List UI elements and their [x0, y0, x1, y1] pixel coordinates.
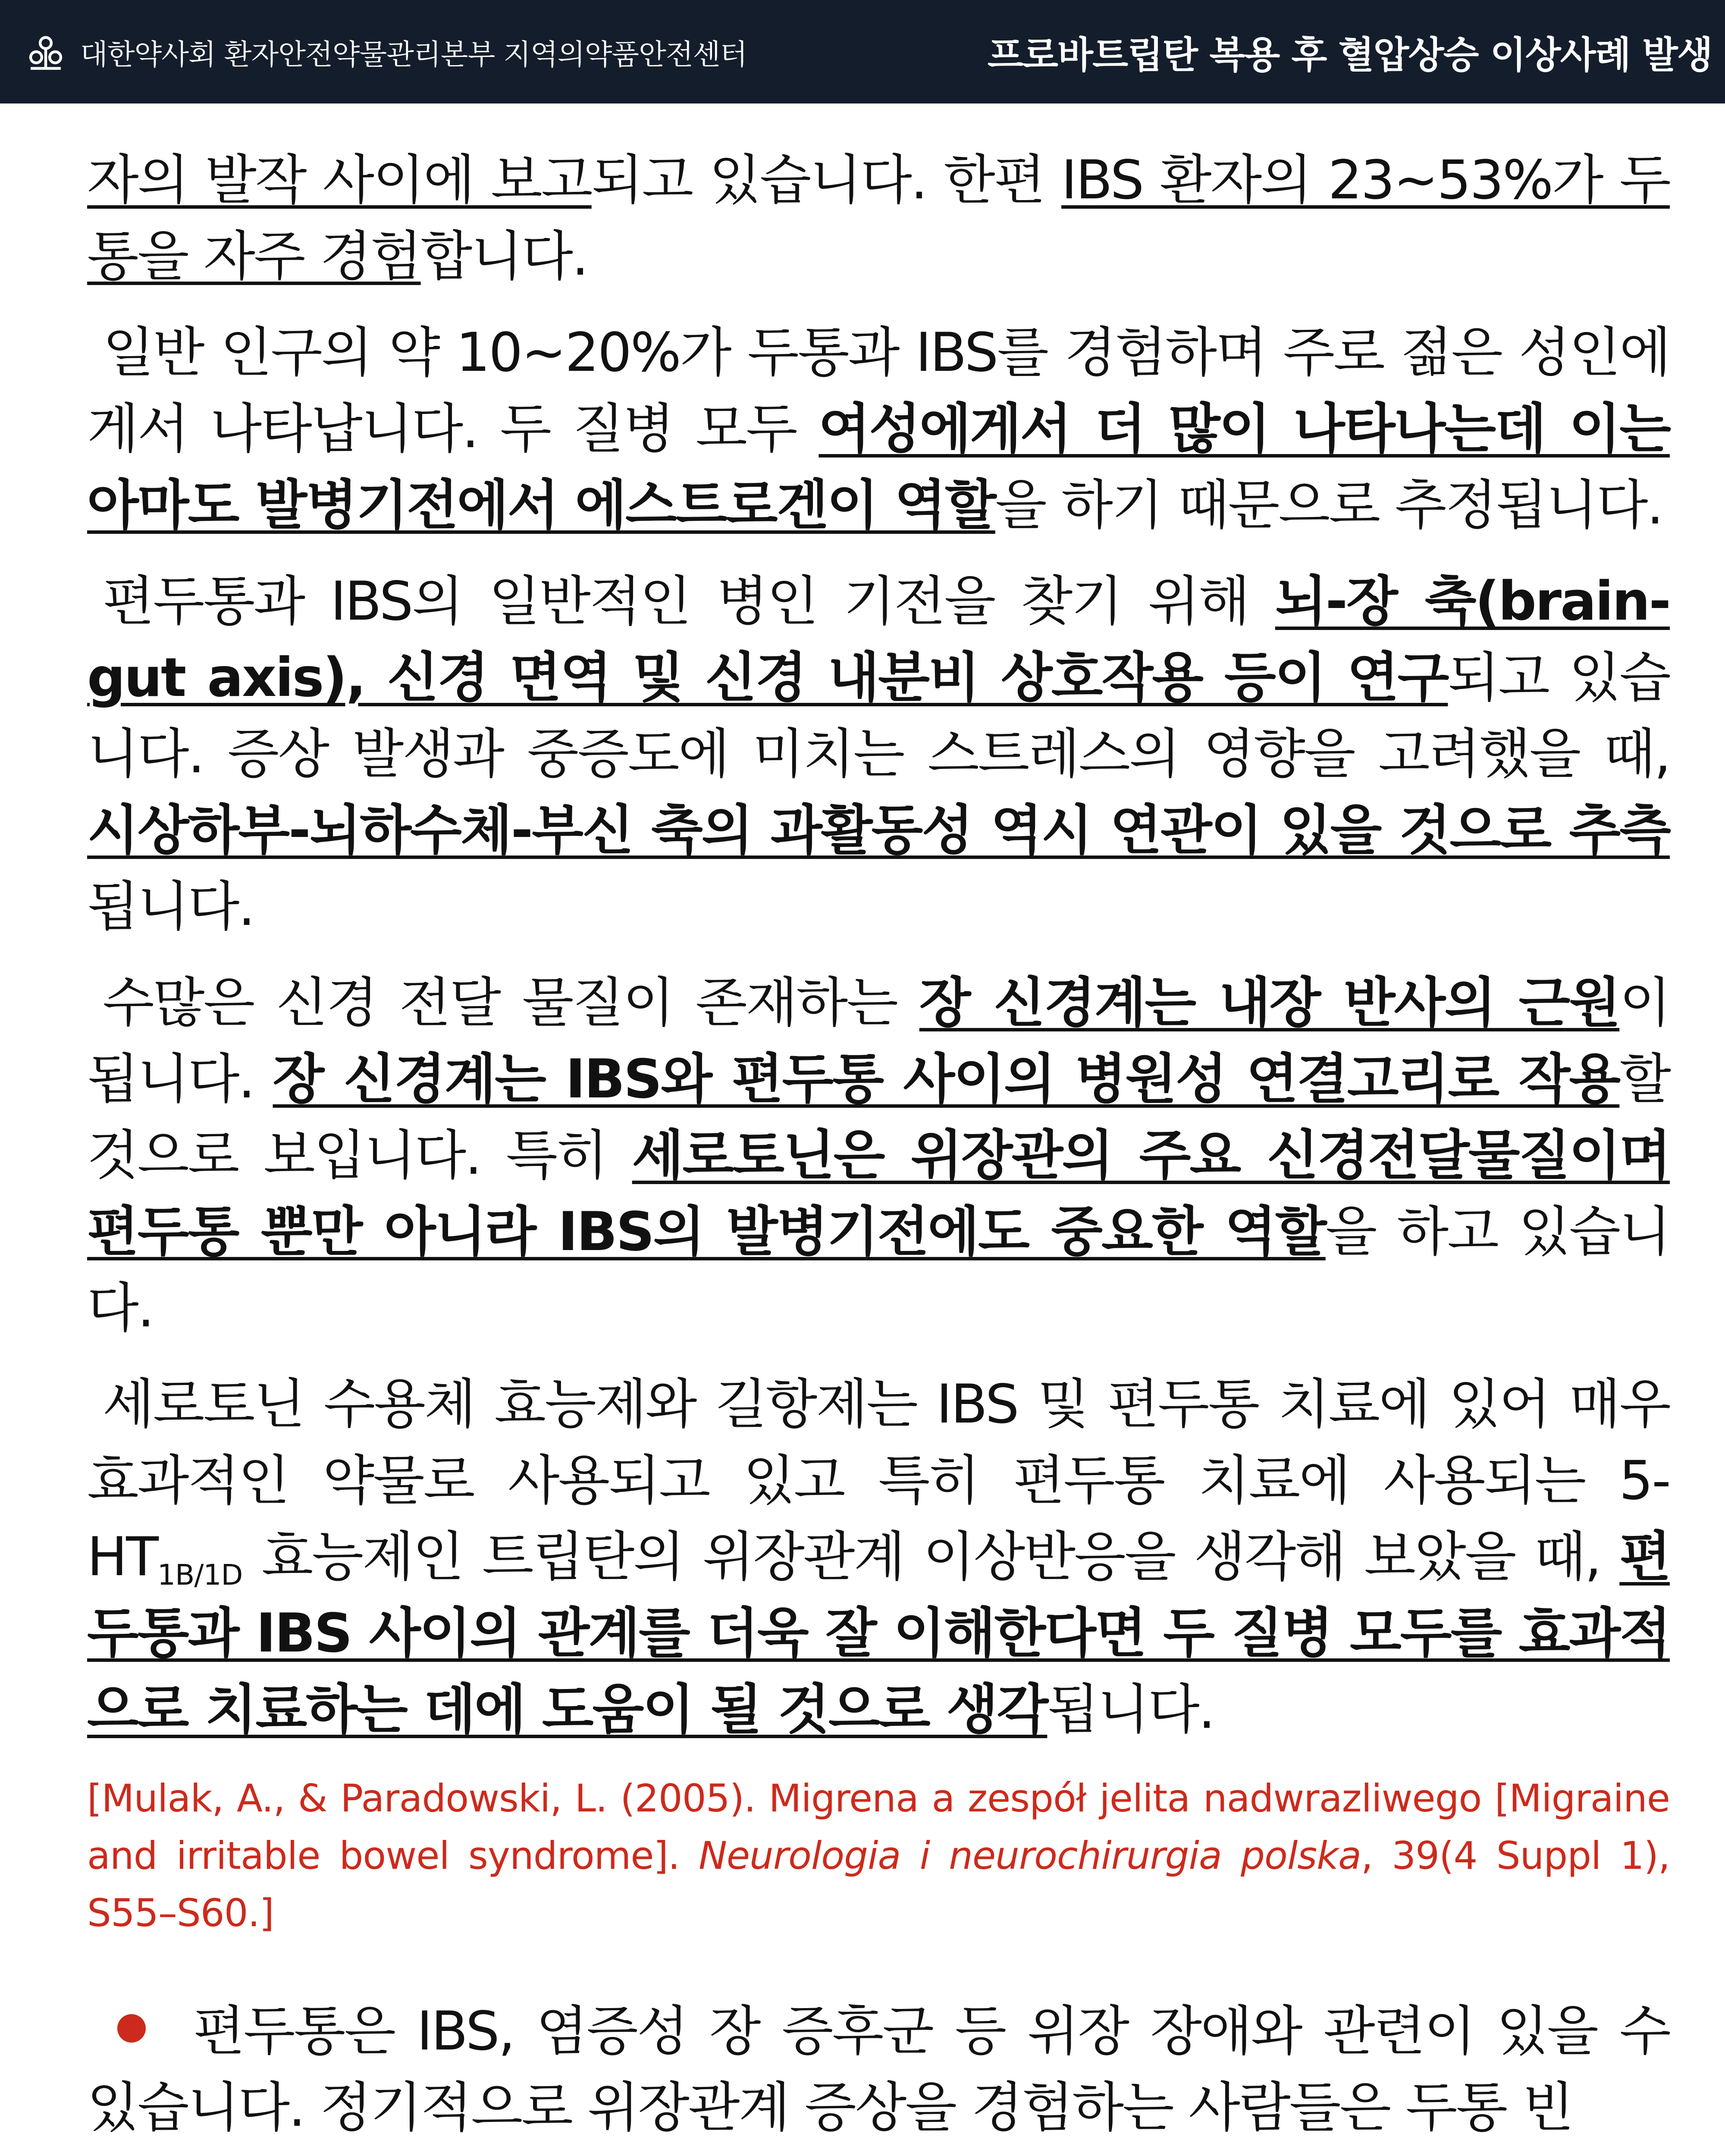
highlighted-phrase: 장 신경계는 IBS와 편두통 사이의 병원성 연결고리로 작용: [273, 1048, 1620, 1110]
bullet-item: [87, 1993, 1670, 2146]
body-paragraph: [87, 1366, 1670, 1748]
highlighted-phrase: IBS 환자의 23~53%가 두통을 자주 경험: [87, 149, 1670, 288]
body-paragraph: [87, 315, 1670, 544]
text-run: 일반 인구의 약 10~20%가 두통과 IBS를 경험하며 주로 젊은 성인에게서 나타납니다. 두 질병 모두: [87, 322, 1670, 460]
text-run: 1B/1D: [157, 1558, 243, 1592]
text-run: 을 하고 있습니다.: [87, 1201, 1670, 1339]
org-block: [26, 0, 747, 103]
reference-prefix: [Mulak, A., & Paradowski, L. (2005). Migrena a zespół jelita nadwrazliwego [Migraine and irritable bowel syndrome].: [87, 1776, 1670, 1878]
text-run: 편두통과 IBS의 일반적인 병인 기전을 찾기 위해: [103, 570, 1275, 633]
reference-suffix: , 39(4 Suppl 1), S55–S60.]: [87, 1833, 1670, 1935]
highlighted-phrase: 시상하부-뇌하수체-부신 축의 과활동성 역시 연관이 있을 것으로 추측: [87, 799, 1670, 862]
highlighted-phrase: 뇌-장 축(brain-gut axis), 신경 면역 및 신경 내분비 상호작용 등이 연구: [87, 570, 1670, 709]
body-paragraph: [87, 142, 1670, 295]
highlighted-phrase: 자의 발작 사이에 보고: [87, 149, 592, 211]
bullet-text: 편두통은 IBS, 염증성 장 증후군 등 위장 장애와 관련이 있을 수 있습니다. 정기적으로 위장관계 증상을 경험하는 사람들은 두통 빈: [87, 2000, 1670, 2139]
org-name: 대한약사회 환자안전약물관리본부 지역의약품안전센터: [80, 38, 747, 71]
body-paragraph: [87, 965, 1670, 1347]
body-paragraph: [87, 564, 1670, 945]
reference-citation: [87, 1770, 1670, 1942]
reference-journal: Neurologia i neurochirurgia polska: [699, 1833, 1361, 1878]
text-run: 합니다.: [420, 226, 588, 288]
text-run: 효능제인 트립탄의 위장관계 이상반응을 생각해 보았을 때,: [242, 1526, 1620, 1588]
text-run: 되고 있습니다. 한편: [591, 149, 1061, 211]
page-header: [0, 0, 1725, 103]
text-run: 됩니다.: [87, 876, 254, 938]
paragraph-list: [87, 142, 1670, 1748]
highlighted-phrase: 장 신경계는 내장 반사의 근원: [919, 972, 1620, 1034]
text-run: 수많은 신경 전달 물질이 존재하는: [103, 972, 919, 1034]
text-run: 세로토닌 수용체 효능제와 길항제는 IBS 및 편두통 치료에 있어 매우 효과적인 약물로 사용되고 있고 특히 편두통 치료에 사용되는 5-HT: [87, 1373, 1670, 1588]
document-title: 프로바트립탄 복용 후 혈압상승 이상사례 발생: [987, 34, 1712, 77]
text-run: 을 하기 때문으로 추정됩니다.: [995, 474, 1662, 536]
text-run: 할 것으로 보입니다. 특히: [87, 1048, 1670, 1187]
kpa-logo-icon: [26, 32, 66, 72]
text-run: 이 됩니다.: [87, 972, 1670, 1110]
highlighted-phrase: 여성에게서 더 많이 나타나는데 이는 아마도 발병기전에서 에스트로겐이 역할: [87, 398, 1670, 536]
text-run: 되고 있습니다. 증상 발생과 중증도에 미치는 스트레스의 영향을 고려했을 때,: [87, 647, 1670, 785]
highlighted-phrase: 편두통과 IBS 사이의 관계를 더욱 잘 이해한다면 두 질병 모두를 효과적으로 치료하는 데에 도움이 될 것으로 생각: [87, 1526, 1670, 1741]
main-content: [87, 142, 1670, 2156]
red-dot-bullet-icon: [117, 2014, 146, 2043]
highlighted-phrase: 세로토닌은 위장관의 주요 신경전달물질이며 편두통 뿐만 아니라 IBS의 발병기전에도 중요한 역할: [87, 1125, 1670, 1263]
text-run: 됩니다.: [1047, 1679, 1214, 1741]
